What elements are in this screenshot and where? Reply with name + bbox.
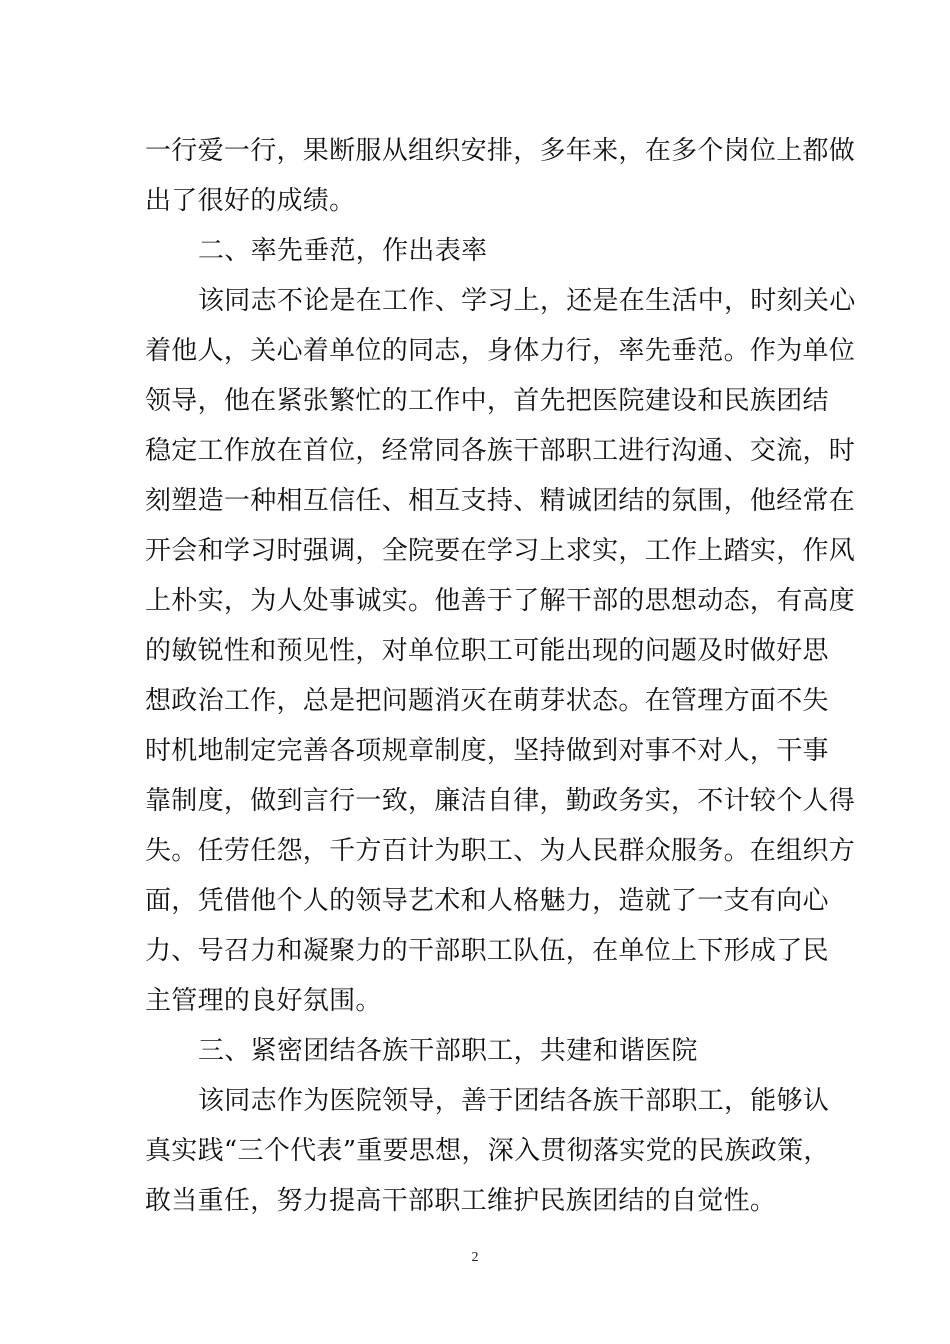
body-text-line: 一行爱一行，果断服从组织安排，多年来，在多个岗位上都做 xyxy=(145,136,856,166)
body-text-line: 刻塑造一种相互信任、相互支持、精诚团结的氛围，他经常在 xyxy=(145,486,856,516)
body-text-line: 面，凭借他个人的领导艺术和人格魅力，造就了一支有向心 xyxy=(145,886,829,916)
body-text-line: 想政治工作，总是把问题消灭在萌芽状态。在管理方面不失 xyxy=(145,686,829,716)
body-text-line: 主管理的良好氛围。 xyxy=(145,986,382,1016)
body-text-line: 该同志作为医院领导，善于团结各族干部职工，能够认 xyxy=(198,1086,830,1116)
body-text-line: 时机地制定完善各项规章制度，坚持做到对事不对人，干事 xyxy=(145,736,829,766)
body-text-line: 力、号召力和凝聚力的干部职工队伍，在单位上下形成了民 xyxy=(145,936,829,966)
body-text-line: 着他人，关心着单位的同志，身体力行，率先垂范。作为单位 xyxy=(145,336,856,366)
section-heading: 二、率先垂范，作出表率 xyxy=(198,236,488,266)
body-text-line: 的敏锐性和预见性，对单位职工可能出现的问题及时做好思 xyxy=(145,636,829,666)
body-text-line: 上朴实，为人处事诚实。他善于了解干部的思想动态，有高度 xyxy=(145,586,856,616)
body-text-line: 稳定工作放在首位，经常同各族干部职工进行沟通、交流，时 xyxy=(145,436,856,466)
body-text-line: 领导，他在紧张繁忙的工作中，首先把医院建设和民族团结 xyxy=(145,386,829,416)
body-text-line: 开会和学习时强调，全院要在学习上求实，工作上踏实，作风 xyxy=(145,536,856,566)
body-text-line: 靠制度，做到言行一致，廉洁自律，勤政务实，不计较个人得 xyxy=(145,786,856,816)
page-number: 2 xyxy=(471,1250,479,1265)
body-text-line: 真实践“三个代表”重要思想，深入贯彻落实党的民族政策， xyxy=(145,1136,830,1166)
body-text-line: 出了很好的成绩。 xyxy=(145,186,356,216)
section-heading: 三、紧密团结各族干部职工，共建和谐医院 xyxy=(198,1036,698,1066)
body-text-line: 该同志不论是在工作、学习上，还是在生活中，时刻关心 xyxy=(198,286,856,316)
body-text-line: 失。任劳任怨，千方百计为职工、为人民群众服务。在组织方 xyxy=(145,836,856,866)
body-text-line: 敢当重任，努力提高干部职工维护民族团结的自觉性。 xyxy=(145,1186,777,1216)
